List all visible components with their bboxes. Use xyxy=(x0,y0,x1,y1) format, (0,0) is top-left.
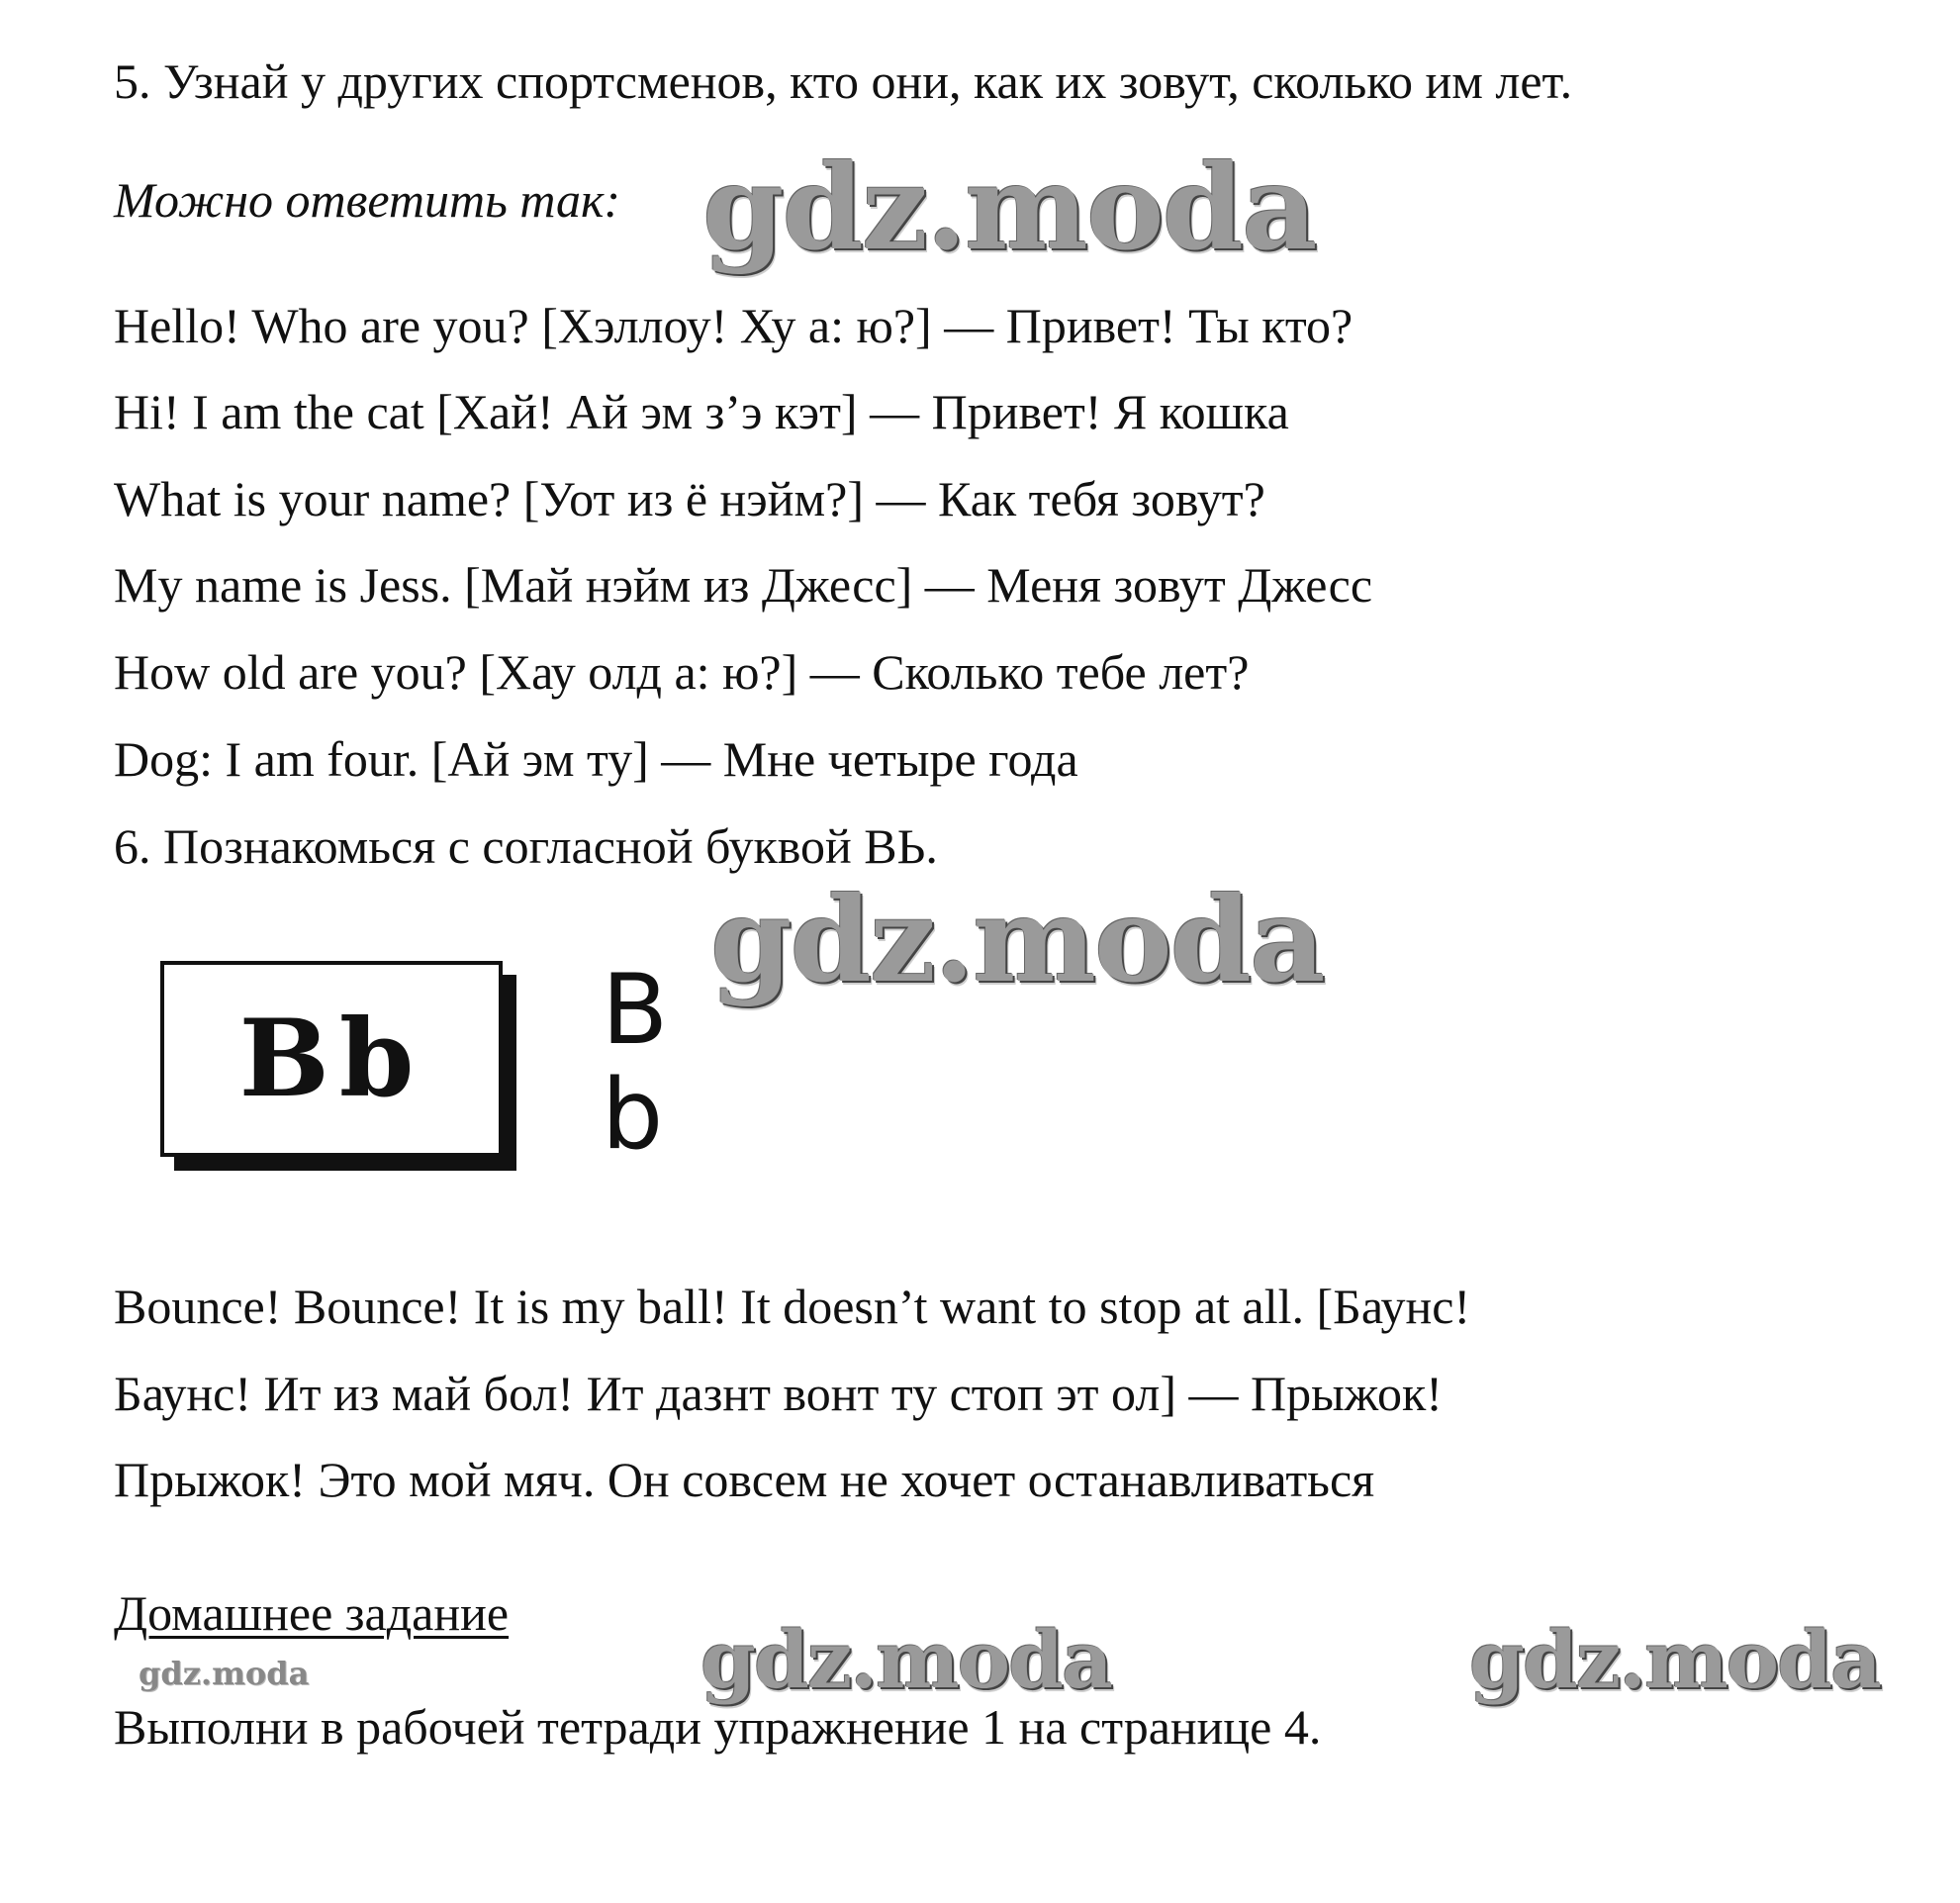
rhyme-line: Баунс! Ит из май бол! Ит дазнт вонт ту стоп эт ол] — Прыжок! xyxy=(114,1366,1443,1421)
rhyme-line: Прыжок! Это мой мяч. Он совсем не хочет останавливаться xyxy=(114,1452,1375,1507)
exercise-6-heading: 6. Познакомься с согласной буквой ВЬ. xyxy=(114,818,938,874)
letter-card: Bb xyxy=(160,961,503,1157)
dialogue-line: How old are you? [Хау олд а: ю?] — Сколько тебе лет? xyxy=(114,644,1250,700)
answer-intro: Можно ответить так: xyxy=(114,172,621,228)
handwritten-lowercase-b: b xyxy=(602,1059,664,1172)
dialogue-line: Hello! Who are you? [Хэллоу! Ху а: ю?] — Привет! Ты кто? xyxy=(114,298,1353,353)
rhyme-line: Bounce! Bounce! It is my ball! It doesn’t want to stop at all. [Баунс! xyxy=(114,1279,1471,1334)
dialogue-line: What is your name? [Уот из ё нэйм?] — Как тебя зовут? xyxy=(114,471,1265,526)
dialogue-line: My name is Jess. [Май нэйм из Джесс] — Меня зовут Джесс xyxy=(114,557,1373,613)
watermark: gdz.moda xyxy=(1469,1613,1880,1706)
watermark: gdz.moda xyxy=(700,1613,1111,1706)
exercise-5-heading: 5. Узнай у других спортсменов, кто они, как их зовут, сколько им лет. xyxy=(114,53,1573,109)
dialogue-line: Hi! I am the cat [Хай! Ай эм з’э кэт] — Привет! Я кошка xyxy=(114,384,1289,439)
watermark-small: gdz.moda xyxy=(139,1655,310,1692)
homework-task: Выполни в рабочей тетради упражнение 1 на странице 4. xyxy=(114,1699,1322,1755)
watermark: gdz.moda xyxy=(702,139,1316,276)
dialogue-line: Dog: I am four. [Ай эм ту] — Мне четыре года xyxy=(114,731,1078,787)
handwritten-letters xyxy=(602,954,669,1172)
handwritten-uppercase-b: B xyxy=(602,954,669,1067)
watermark: gdz.moda xyxy=(710,871,1324,1008)
homework-title: Домашнее задание xyxy=(114,1585,510,1641)
